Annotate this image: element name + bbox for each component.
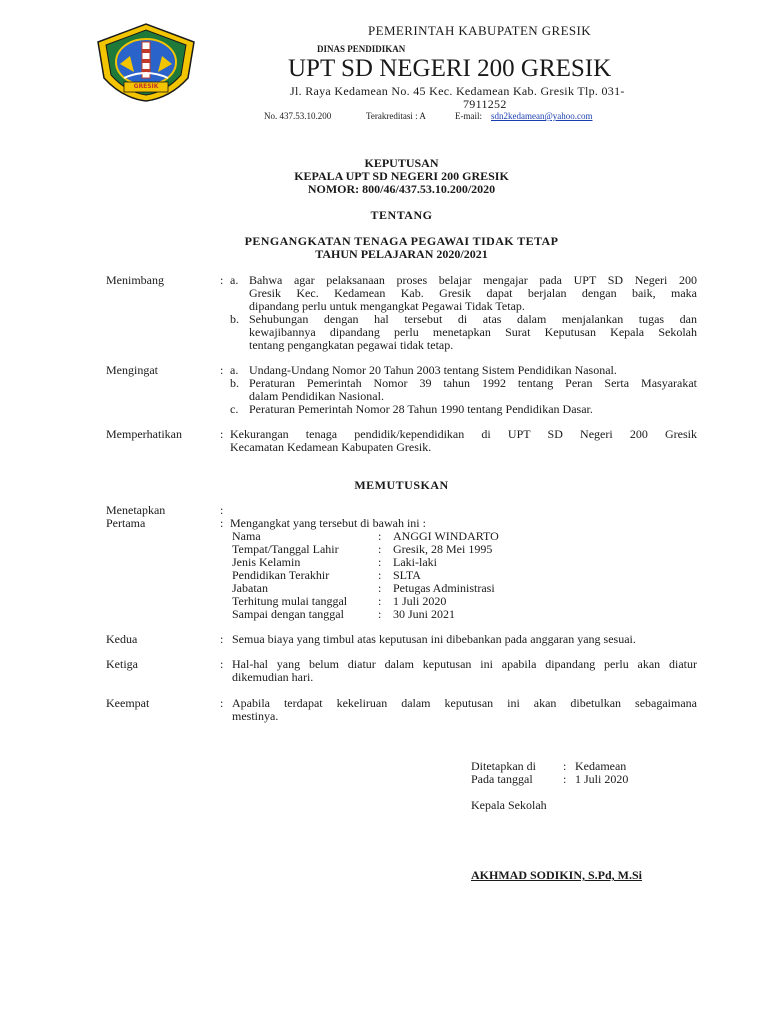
registration-number: No. 437.53.10.200 xyxy=(264,111,332,121)
second-colon: : xyxy=(220,632,224,646)
first-colon: : xyxy=(220,516,224,530)
email-link[interactable]: sdn2kedamean@yahoo.com xyxy=(491,111,593,121)
signatory-name: AKHMAD SODIKIN, S.Pd, M.Si xyxy=(471,868,643,882)
department-name: DINAS PENDIDIKAN xyxy=(317,44,406,54)
noting-line2: Kecamatan Kedamean Kabupaten Gresik. xyxy=(230,440,432,454)
recalling-label: Mengingat xyxy=(106,363,158,377)
considering-a-line1: Bahwa agar pelaksanaan proses belajar mengajar pada UPT SD Negeri 200 xyxy=(249,273,697,287)
field-label-start-date: Terhitung mulai tanggal xyxy=(232,594,348,608)
recalling-a-marker: a. xyxy=(230,363,239,377)
field-colon-end-date: : xyxy=(378,607,382,621)
considering-colon: : xyxy=(220,273,224,287)
accreditation: Terakreditasi : A xyxy=(366,111,426,121)
noting-line1: Kekurangan tenaga pendidik/kependidikan di UPT SD Negeri 200 Gresik xyxy=(230,427,697,441)
recalling-a-text: Undang-Undang Nomor 20 Tahun 2003 tentang Sistem Pendidikan Nasonal. xyxy=(249,363,617,377)
field-label-end-date: Sampai dengan tanggal xyxy=(232,607,344,621)
fourth-line2: mestinya. xyxy=(232,709,279,723)
field-colon-gender: : xyxy=(378,555,382,569)
considering-b-line1: Sehubungan dengan hal tersebut di atas dalam menjalankan tugas dan xyxy=(249,312,697,326)
field-value-education: SLTA xyxy=(393,568,421,582)
considering-b-line3: tentang pengangkatan pegawai tidak tetap. xyxy=(249,338,454,352)
field-value-start-date: 1 Juli 2020 xyxy=(393,594,447,608)
field-label-name: Nama xyxy=(232,529,261,543)
signatory-position: Kepala Sekolah xyxy=(471,798,547,812)
first-text: Mengangkat yang tersebut di bawah ini : xyxy=(230,516,426,530)
signature-date-label: Pada tanggal xyxy=(471,772,533,786)
first-label: Pertama xyxy=(106,516,146,530)
field-label-birth: Tempat/Tanggal Lahir xyxy=(232,542,339,556)
field-value-gender: Laki-laki xyxy=(393,555,437,569)
fourth-line1: Apabila terdapat kekeliruan dalam keputusan ini akan dibetulkan sebagaimana xyxy=(232,696,697,710)
about-heading: TENTANG xyxy=(370,208,433,222)
signature-place-colon: : xyxy=(563,759,567,773)
establish-label: Menetapkan xyxy=(106,503,166,517)
regency-logo xyxy=(94,22,198,102)
email-label: E-mail: xyxy=(455,111,482,121)
recalling-c-text: Peraturan Pemerintah Nomor 28 Tahun 1990 tentang Pendidikan Dasar. xyxy=(249,402,593,416)
noting-colon: : xyxy=(220,427,224,441)
decree-heading: KEPUTUSAN xyxy=(364,156,439,170)
signature-date-colon: : xyxy=(563,772,567,786)
field-label-education: Pendidikan Terakhir xyxy=(232,568,330,582)
recalling-b-line1: Peraturan Pemerintah Nomor 39 tahun 1992 tentang Peran Serta Masyarakat xyxy=(249,376,697,390)
considering-b-marker: b. xyxy=(230,312,239,326)
field-label-gender: Jenis Kelamin xyxy=(232,555,301,569)
subject-line1: PENGANGKATAN TENAGA PEGAWAI TIDAK TETAP xyxy=(244,234,559,248)
third-label: Ketiga xyxy=(106,657,138,671)
field-colon-position: : xyxy=(378,581,382,595)
school-name: UPT SD NEGERI 200 GRESIK xyxy=(288,55,612,82)
third-colon: : xyxy=(220,657,224,671)
second-text: Semua biaya yang timbul atas keputusan ini dibebankan pada anggaran yang sesuai. xyxy=(232,632,636,646)
decides-heading: MEMUTUSKAN xyxy=(354,478,449,492)
considering-a-line3: dipandang perlu untuk mengangkat Pegawai Tidak Tetap. xyxy=(249,299,525,313)
signature-place-label: Ditetapkan di xyxy=(471,759,536,773)
letterhead xyxy=(0,0,768,125)
fourth-label: Keempat xyxy=(106,696,150,710)
establish-colon: : xyxy=(220,503,224,517)
field-value-end-date: 30 Juni 2021 xyxy=(393,607,456,621)
second-label: Kedua xyxy=(106,632,138,646)
considering-label: Menimbang xyxy=(106,273,164,287)
subject-line2: TAHUN PELAJARAN 2020/2021 xyxy=(315,247,488,261)
signature-place-value: Kedamean xyxy=(575,759,627,773)
field-value-position: Petugas Administrasi xyxy=(393,581,495,595)
recalling-b-line2: dalam Pendidikan Nasional. xyxy=(249,389,384,403)
field-value-name: ANGGI WINDARTO xyxy=(393,529,499,543)
fourth-colon: : xyxy=(220,696,224,710)
field-colon-birth: : xyxy=(378,542,382,556)
considering-b-line2: kewajibannya dipandang perlu menetapkan Surat Keputusan Kepala Sekolah xyxy=(249,325,697,339)
decree-issuer: KEPALA UPT SD NEGERI 200 GRESIK xyxy=(294,169,509,183)
field-label-position: Jabatan xyxy=(232,581,268,595)
noting-label: Memperhatikan xyxy=(106,427,182,441)
logo-label: GRESIK xyxy=(133,83,159,90)
considering-a-marker: a. xyxy=(230,273,239,287)
recalling-c-marker: c. xyxy=(230,402,239,416)
field-value-birth: Gresik, 28 Mei 1995 xyxy=(393,542,493,556)
government-name: PEMERINTAH KABUPATEN GRESIK xyxy=(368,23,592,38)
recalling-b-marker: b. xyxy=(230,376,239,390)
school-address-line2: 7911252 xyxy=(463,97,507,111)
field-colon-start-date: : xyxy=(378,594,382,608)
field-colon-education: : xyxy=(378,568,382,582)
school-address-line1: Jl. Raya Kedamean No. 45 Kec. Kedamean Kab. Gresik Tlp. 031- xyxy=(290,84,625,98)
third-line1: Hal-hal yang belum diatur dalam keputusan ini apabila dipandang perlu akan diatur xyxy=(232,657,697,671)
field-colon-name: : xyxy=(378,529,382,543)
recalling-colon: : xyxy=(220,363,224,377)
signature-date-value: 1 Juli 2020 xyxy=(575,772,629,786)
shield-icon xyxy=(94,22,198,102)
decree-number: NOMOR: 800/46/437.53.10.200/2020 xyxy=(307,182,496,196)
considering-a-line2: Gresik Kec. Kedamean Kab. Gresik dapat berjalan dengan baik, maka xyxy=(249,286,697,300)
third-line2: dikemudian hari. xyxy=(232,670,314,684)
